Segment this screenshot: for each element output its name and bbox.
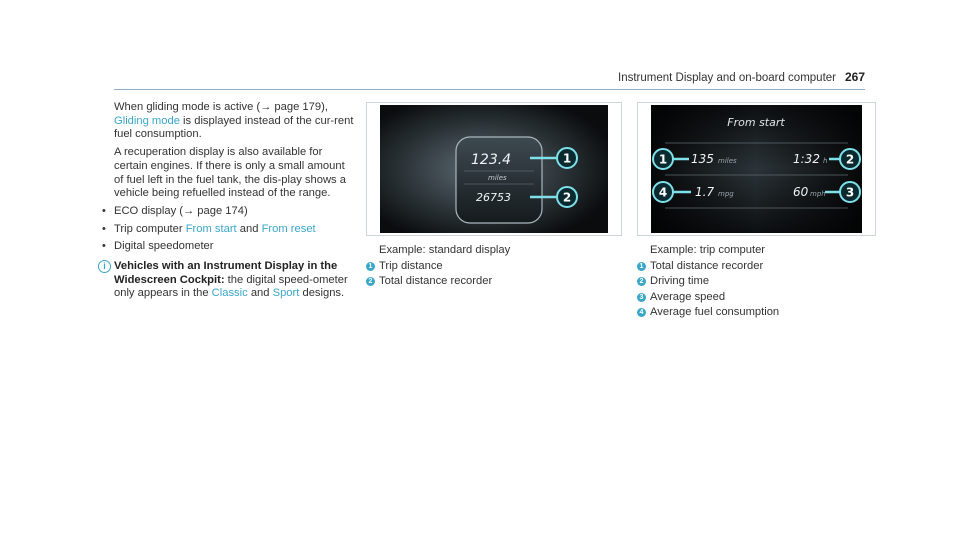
legend-item: 2 Driving time [637, 274, 877, 290]
number-badge: 2 [637, 277, 646, 286]
time-value: 1:32 [793, 152, 820, 166]
callout-2 [840, 149, 860, 169]
trip-distance-value: 123.4 [471, 152, 512, 168]
number-badge: 4 [637, 308, 646, 317]
figure1-caption-block [366, 243, 616, 290]
page-header [0, 0, 960, 90]
trip-computer-graphic [651, 105, 862, 233]
display-screen [380, 105, 608, 233]
callout-3 [840, 182, 860, 202]
bullet-icon: • [102, 240, 106, 253]
svg-text:2: 2 [845, 152, 855, 167]
standard-display-graphic [380, 105, 608, 233]
page-ref-link[interactable]: page 179), [271, 101, 328, 113]
number-badge: 3 [637, 293, 646, 302]
from-reset-label: From reset [261, 222, 316, 235]
number-badge: 1 [366, 262, 375, 271]
svg-text:1: 1 [562, 151, 572, 166]
from-start-title: From start [727, 116, 785, 129]
from-start-label: From start [185, 222, 237, 235]
callout-4 [653, 182, 673, 202]
page-number: 267 [844, 70, 865, 84]
figure-trip-computer [637, 102, 876, 236]
svg-text:4: 4 [658, 185, 668, 200]
unit-label: miles [488, 174, 507, 182]
legend-item: 4 Average fuel consumption [637, 305, 877, 321]
list-item: • ECO display (→ page 174) [102, 204, 248, 217]
figure-caption: Example: trip computer [650, 244, 766, 256]
svg-text:3: 3 [845, 185, 855, 200]
note-block: i Vehicles with an Instrument Display in the Widescreen Cockpit: the digital speed-ometer only appears in the Classic and Sport designs. [114, 260, 354, 301]
list-item: • Trip computer From start and From reset [102, 222, 316, 235]
callout-1 [557, 148, 577, 168]
note-title: Vehicles with an Instrument Display in the Widescreen Cockpit: [114, 260, 338, 286]
figure-standard-display [366, 102, 622, 236]
paragraph-recuperation: A recuperation display is also available for certain engines. If there is only a small amount of fuel left in the fuel tank, the dis-play shows a vehicle being refuelled instead of the range. [114, 146, 346, 200]
arrow-icon: → [183, 204, 195, 217]
figure-caption: Example: standard display [379, 244, 511, 256]
arrow-icon: → [260, 101, 272, 113]
header-title: Instrument Display and on-board computer [618, 72, 836, 84]
distance-value: 135 [691, 152, 714, 166]
bullet-icon: • [102, 222, 106, 235]
distance-unit: miles [718, 157, 737, 165]
sport-label: Sport [272, 287, 300, 300]
bullet-icon: • [102, 204, 106, 217]
callout-1 [653, 149, 673, 169]
info-icon: i [98, 260, 111, 273]
total-distance-value: 26753 [476, 191, 511, 204]
callout-2 [557, 187, 577, 207]
display-screen [651, 105, 862, 233]
header-rule [114, 89, 865, 90]
fuel-unit: mpg [718, 190, 734, 198]
figure2-caption-block [637, 243, 877, 321]
text-column [102, 101, 354, 301]
number-badge: 2 [366, 277, 375, 286]
legend-item: 1 Total distance recorder [637, 259, 877, 275]
time-unit: h [823, 157, 828, 165]
svg-text:2: 2 [562, 190, 572, 205]
number-badge: 1 [637, 262, 646, 271]
speed-value: 60 [793, 185, 809, 199]
page-ref-link[interactable]: page 174) [194, 204, 248, 217]
legend-item: 1 Trip distance [366, 259, 616, 275]
classic-label: Classic [211, 287, 248, 300]
speed-unit: mph [810, 190, 826, 198]
legend-item: 2 Total distance recorder [366, 274, 616, 290]
paragraph-gliding: When gliding mode is active (→ page 179), Gliding mode is displayed instead of the cur-rent fuel consumption. [114, 101, 354, 141]
fuel-value: 1.7 [695, 185, 715, 199]
gliding-mode-label: Gliding mode [114, 114, 180, 127]
legend-item: 3 Average speed [637, 290, 877, 306]
svg-text:1: 1 [658, 152, 668, 167]
list-item: • Digital speedometer [102, 240, 214, 253]
